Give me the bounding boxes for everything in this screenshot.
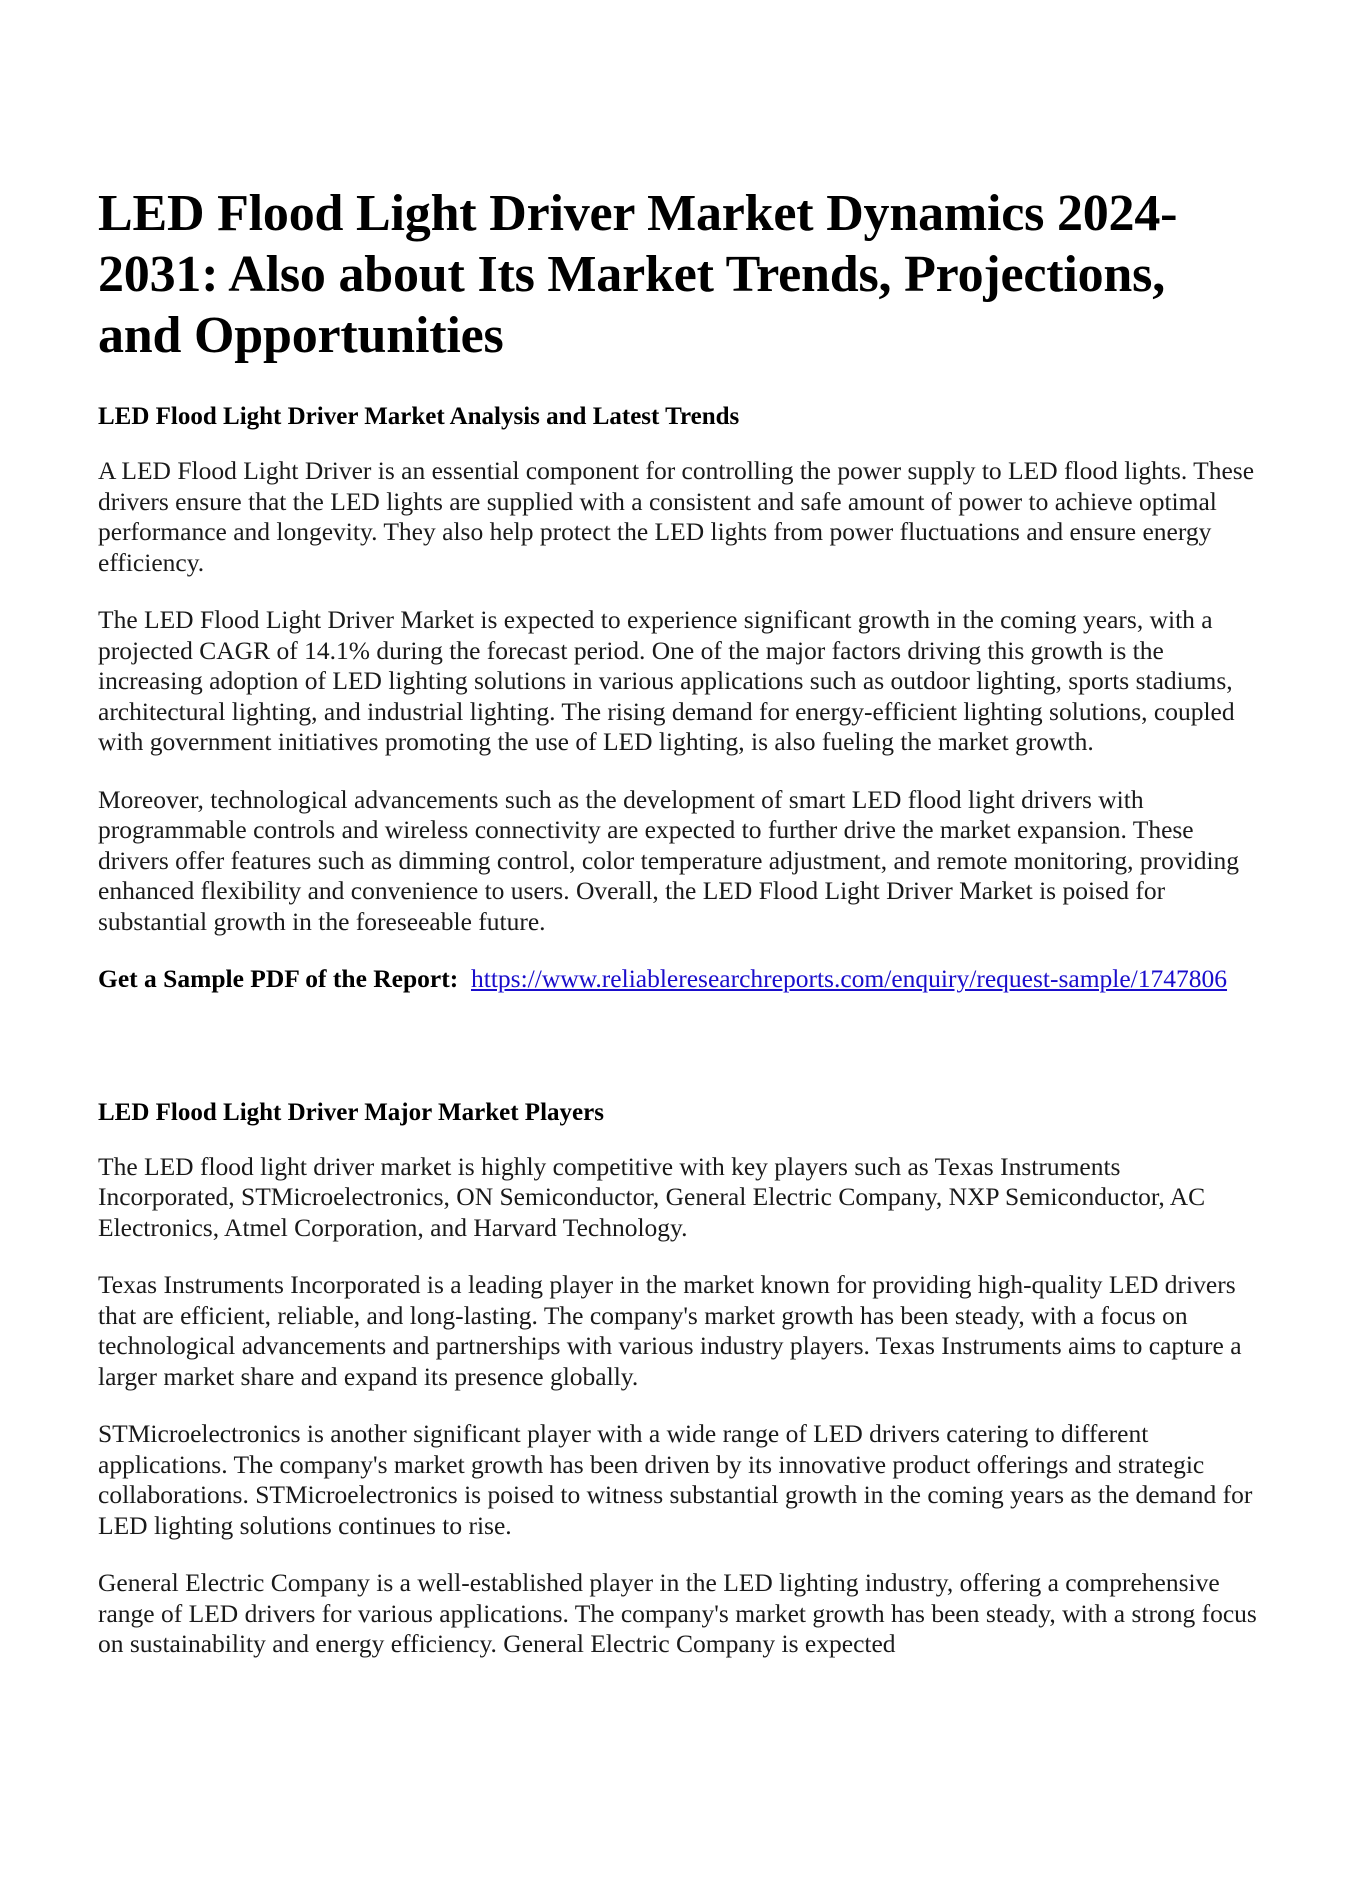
sample-pdf-label: Get a Sample PDF of the Report: — [98, 964, 459, 993]
paragraph: The LED flood light driver market is highly competitive with key players such as Texas Instruments Incorporated, STMicroelectronics, ON Semiconductor, General Electric Company, NXP Semiconductor, AC Electronics, Atmel Corporation, and Harvard Technology. — [98, 1151, 1206, 1242]
page-title: LED Flood Light Driver Market Dynamics 2024-2031: Also about Its Market Trends, Projections, and Opportunities — [98, 185, 1178, 364]
section-heading: LED Flood Light Driver Market Analysis and Latest Trends — [98, 403, 740, 430]
section-major-players — [98, 1098, 1258, 1660]
paragraph: The LED Flood Light Driver Market is expected to experience significant growth in the coming years, with a projected CAGR of 14.1% during the forecast period. One of the major factors driving this growth is the increasing adoption of LED lighting solutions in various applications such as outdoor lighting, sports stadiums, architectural lighting, and industrial lighting. The rising demand for energy-efficient lighting solutions, coupled with government initiatives promoting the use of LED lighting, is also fueling the market growth. — [98, 605, 1235, 756]
paragraph: Texas Instruments Incorporated is a leading player in the market known for providing high-quality LED drivers that are efficient, reliable, and long-lasting. The company's market growth has been steady, with a focus on technological advancements and partnerships with various industry players. Texas Instruments aims to capture a larger market share and expand its presence globally. — [98, 1270, 1242, 1391]
sample-pdf-callout — [98, 964, 1258, 995]
paragraph: STMicroelectronics is another significant player with a wide range of LED drivers catering to different applications. The company's market growth has been driven by its innovative product offerings and strategic collaborations. STMicroelectronics is poised to witness substantial growth in the coming years as the demand for LED lighting solutions continues to rise. — [98, 1419, 1253, 1540]
paragraph: General Electric Company is a well-established player in the LED lighting industry, offering a comprehensive range of LED drivers for various applications. The company's market growth has been steady, with a strong focus on sustainability and energy efficiency. General Electric Company is expected — [98, 1568, 1257, 1658]
section-heading: LED Flood Light Driver Major Market Players — [98, 1098, 604, 1126]
section-spacer — [98, 995, 1258, 1098]
section-analysis-trends — [98, 402, 1258, 995]
paragraph: A LED Flood Light Driver is an essential component for controlling the power supply to LED flood lights. These drivers ensure that the LED lights are supplied with a consistent and safe amount of power to achieve optimal performance and longevity. They also help protect the LED lights from power fluctuations and ensure energy efficiency. — [98, 456, 1255, 577]
sample-pdf-link[interactable]: https://www.reliableresearchreports.com/enquiry/request-sample/1747806 — [470, 964, 1228, 993]
document-content — [98, 183, 1258, 1660]
paragraph: Moreover, technological advancements such as the development of smart LED flood light drivers with programmable controls and wireless connectivity are expected to further drive the market expansion. These drivers offer features such as dimming control, color temperature adjustment, and remote monitoring, providing enhanced flexibility and convenience to users. Overall, the LED Flood Light Driver Market is poised for substantial growth in the foreseeable future. — [98, 784, 1240, 936]
